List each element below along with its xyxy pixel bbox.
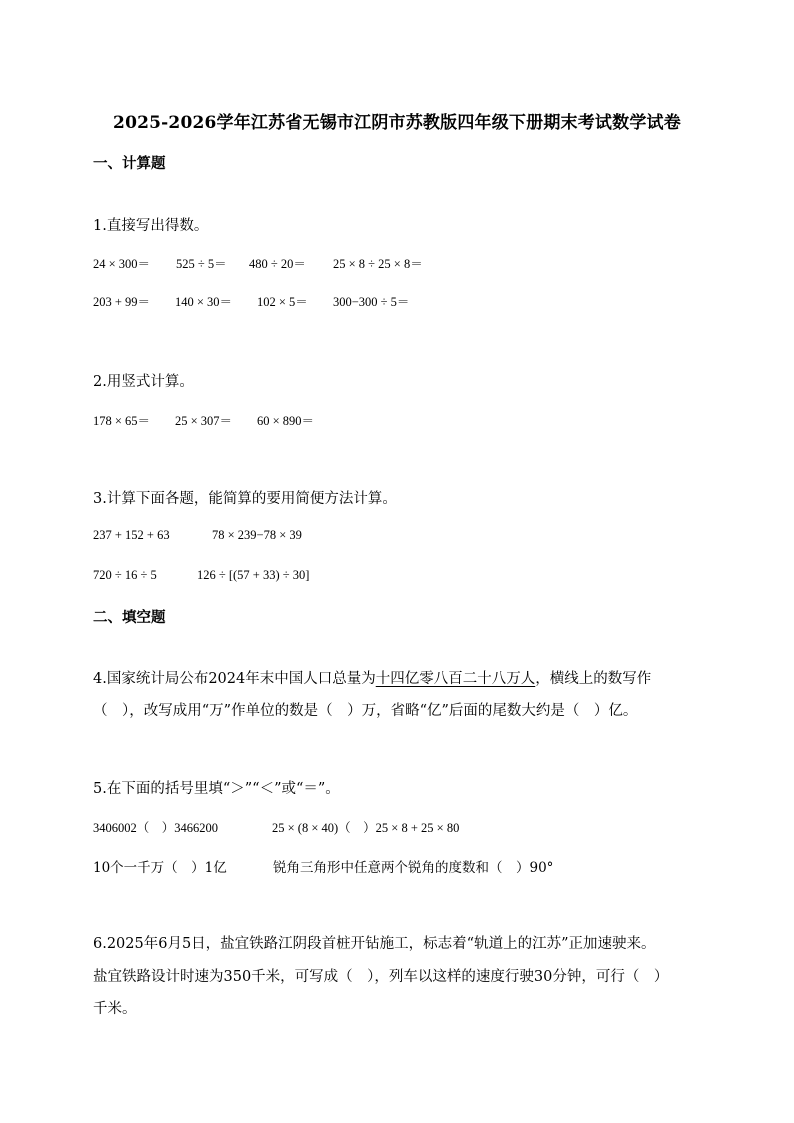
q5-compare: 3406002（ ）3466200 [93, 821, 219, 835]
q4-text: ，横线上的数写作 [535, 671, 652, 687]
question-6-line-3: 千米。 [93, 1001, 137, 1017]
q5-compare: 锐角三角形中任意两个锐角的度数和（ ）90° [273, 860, 554, 876]
question-4-line-1 [93, 667, 651, 688]
question-5-prompt: 5.在下面的括号里填“＞”“＜”或“＝”。 [93, 781, 340, 797]
question-6-line-2: 盐宜铁路设计时速为350千米，可写成（ ），列车以这样的速度行驶30分钟，可行（ ） [93, 969, 669, 985]
q3-expr: 237 + 152 + 63 [93, 528, 170, 542]
q1-expr: 203 + 99＝ [93, 295, 151, 309]
q5-compare: 10个一千万（ ）1亿 [93, 860, 227, 876]
section-heading-calculation: 一、计算题 [93, 155, 166, 172]
q1-expr: 300−300 ÷ 5＝ [333, 295, 410, 309]
q2-expr: 60 × 890＝ [257, 414, 315, 428]
q1-expr: 525 ÷ 5＝ [176, 257, 227, 271]
section-heading-fill-in: 二、填空题 [93, 609, 166, 626]
question-2-prompt: 2.用竖式计算。 [93, 374, 194, 390]
q2-expr: 178 × 65＝ [93, 414, 151, 428]
question-6-line-1: 6.2025年6月5日，盐宜铁路江阴段首桩开钻施工，标志着“轨道上的江苏”正加速驶来。 [93, 936, 656, 952]
q3-expr: 720 ÷ 16 ÷ 5 [93, 568, 157, 582]
q1-expr: 24 × 300＝ [93, 257, 151, 271]
page-title: 2025-2026学年江苏省无锡市江阴市苏教版四年级下册期末考试数学试卷 [113, 113, 681, 133]
q3-expr: 78 × 239−78 × 39 [212, 528, 302, 542]
question-3-prompt: 3.计算下面各题，能简算的要用简便方法计算。 [93, 491, 397, 507]
question-1-prompt: 1.直接写出得数。 [93, 218, 209, 234]
q1-expr: 480 ÷ 20＝ [249, 257, 306, 271]
q3-expr: 126 ÷ [(57 + 33) ÷ 30] [197, 568, 310, 582]
q4-text: 4.国家统计局公布2024年末中国人口总量为 [93, 671, 376, 687]
question-4-line-2: （ ），改写成用“万”作单位的数是（ ）万，省略“亿”后面的尾数大约是（ ）亿。 [93, 703, 638, 719]
q5-compare: 25 × (8 × 40)（ ）25 × 8 + 25 × 80 [272, 821, 460, 835]
q1-expr: 25 × 8 ÷ 25 × 8＝ [333, 257, 423, 271]
q4-underlined-number: 十四亿零八百二十八万人 [375, 671, 536, 687]
q1-expr: 102 × 5＝ [257, 295, 308, 309]
q2-expr: 25 × 307＝ [175, 414, 233, 428]
q1-expr: 140 × 30＝ [175, 295, 233, 309]
